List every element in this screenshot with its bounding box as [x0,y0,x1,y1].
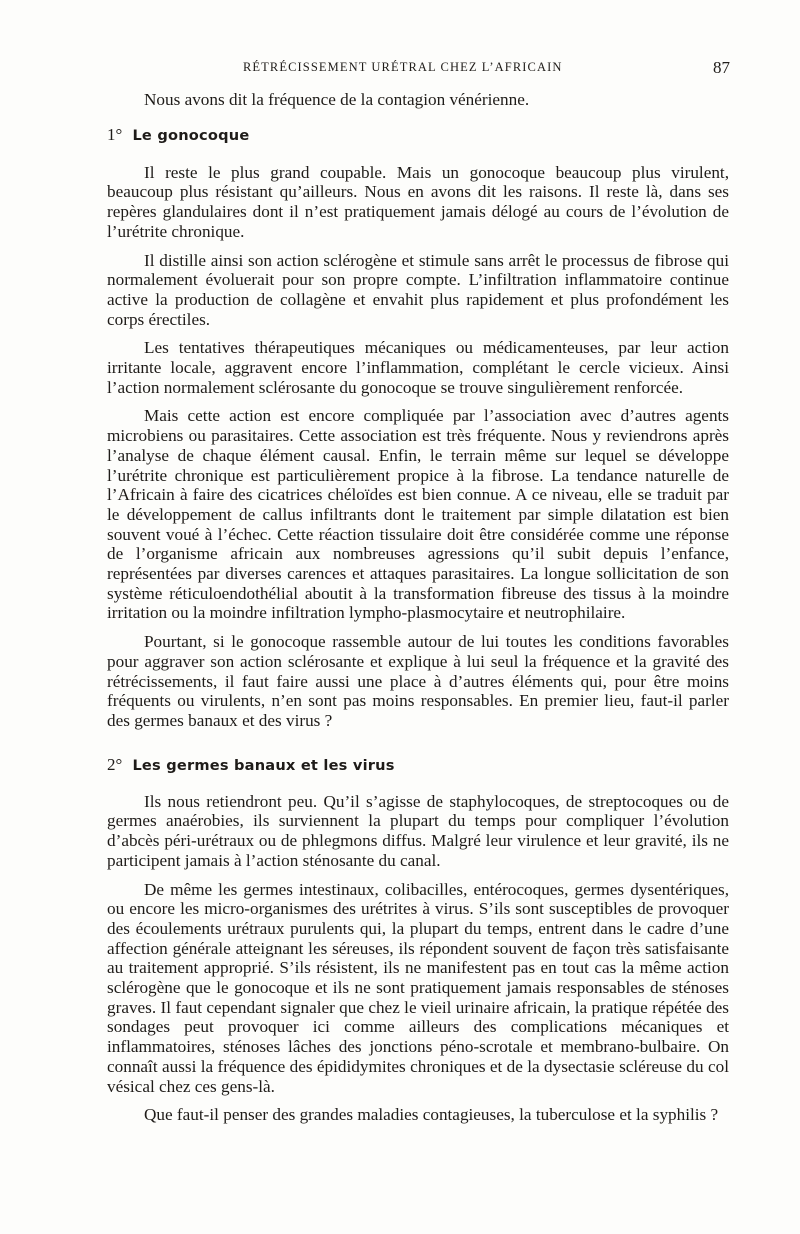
section-title: Les germes banaux et les virus [132,756,395,774]
running-header [0,58,800,82]
paragraph: Que faut-il penser des grandes maladies contagieuses, la tuberculose et la syphilis ? [144,1105,719,1125]
paragraph: Il distille ainsi son action sclérogène et stimule sans arrêt le processus de fibrose qui normalement évoluerait pour son propre compte. L’infiltration inflammatoire continue active la production de collagène et envahit plus rapidement et plus profondément les corps érectiles. [107,250,729,329]
page-number: 87 [713,58,730,77]
paragraph: Pourtant, si le gonocoque rassemble autour de lui toutes les conditions favorables pour aggraver son action sclérosante et explique à lui seul la fréquence et la gravité des rétrécissements, il faut faire aussi une place à d’autres éléments qui, pour être moins fréquents ou virulents, n’en sont pas moins responsables. En premier lieu, faut-il parler des germes banaux et des virus ? [107,632,729,730]
section-title: Le gonocoque [132,126,250,144]
paragraph: Il reste le plus grand coupable. Mais un gonocoque beaucoup plus virulent, beaucoup plus résistant qu’ailleurs. Nous en avons dit les raisons. Il reste là, dans ses repères glandulaires dont il n’est pratiquement jamais délogé au cours de l’évolution de l’urétrite chronique. [107,162,729,241]
paragraph: Ils nous retiendront peu. Qu’il s’agisse de staphylocoques, de streptocoques ou de germes anaérobies, ils surviennent la plupart du temps pour compliquer l’évolution d’abcès péri-urétraux ou de phlegmons diffus. Malgré leur virulence et leur gravité, ils ne participent jamais à l’action sténosante du canal. [107,791,729,870]
intro-paragraph: Nous avons dit la fréquence de la contagion vénérienne. [144,90,530,109]
paragraph: Les tentatives thérapeutiques mécaniques ou médicamenteuses, par leur action irritante locale, aggravent encore l’inflammation, complétant le cercle vicieux. Ainsi l’action normalement sclérosante du gonocoque se trouve singulièrement renforcée. [107,338,729,397]
section-number: 2° [107,754,123,774]
running-title: RÉTRÉCISSEMENT URÉTRAL CHEZ L’AFRICAIN [243,60,563,74]
section-heading-germes-banaux [107,755,729,776]
section-number: 1° [107,124,123,144]
section-heading-gonocoque [107,125,729,146]
paragraph: Mais cette action est encore compliquée par l’association avec d’autres agents microbiens ou parasitaires. Cette association est très fréquente. Nous y reviendrons après l’analyse de chaque élément causal. Enfin, le terrain même sur lequel se développe l’urétrite chronique est particulièrement propice à la fibrose. La tendance naturelle de l’Africain à faire des cicatrices chéloïdes est bien connue. A ce niveau, elle se traduit par le développement de callus infiltrants dont le traitement par simple dilatation est bien souvent voué à l’échec. Cette réaction tissulaire doit être considérée comme une réponse de l’organisme africain aux nombreuses agressions qu’il subit depuis l’enfance, représentées par diverses carences et attaques parasitaires. La longue sollicitation de son système réticuloendothélial aboutit à la transformation fibreuse des tissus à la moindre irritation ou la moindre infiltration lympho-plasmocytaire et neutrophilaire. [107,406,729,623]
body-text [107,90,729,1134]
paragraph: De même les germes intestinaux, colibacilles, entérocoques, germes dysentériques, ou encore les micro-organismes des urétrites à virus. S’ils sont susceptibles de provoquer des écoulements urétraux purulents qui, la plupart du temps, entrent dans le cadre d’une affection générale atteignant les séreuses, ils répondent souvent de façon très satisfaisante au traitement approprié. S’ils résistent, ils ne manifestent pas en tout cas la même action sclérogène que le gonocoque et ils ne sont pratiquement jamais responsables de sténoses graves. Il faut cependant signaler que chez le vieil urinaire africain, la pratique répétée des sondages peut provoquer ici comme ailleurs des complications mécaniques et inflammatoires, sténoses lâches des jonctions péno-scrotale et membrano-bulbaire. On connaît aussi la fréquence des épididymites chroniques et de la dysectasie scléreuse du col vésical chez ces gens-là. [107,879,729,1096]
